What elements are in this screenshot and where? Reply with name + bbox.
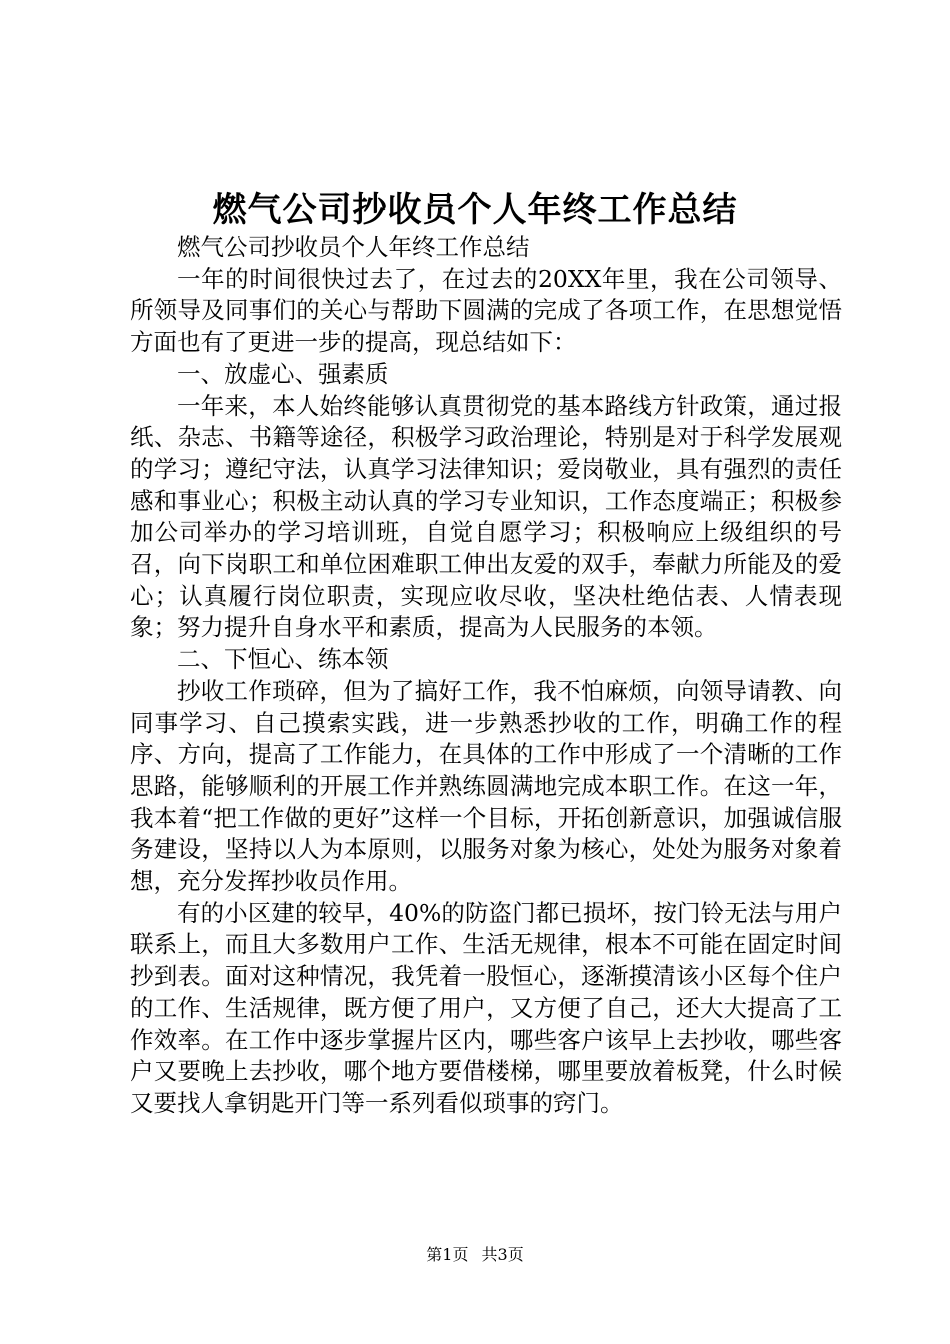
page-number: 第1页 — [426, 1245, 469, 1264]
document-title: 燃气公司抄收员个人年终工作总结 — [212, 190, 738, 230]
paragraph-subtitle: 燃气公司抄收员个人年终工作总结 — [177, 233, 530, 261]
section-heading-1: 一、放虚心、强素质 — [177, 359, 389, 388]
paragraph-section-1: 一年来，本人始终能够认真贯彻党的基本路线方针政策，通过报纸、杂志、书籍等途径，积极学习政治理论，特别是对于科学发展观的学习；遵纪守法，认真学习法律知识；爱岗敬业，具有强烈的责任感和事业心；积极主动认真的学习专业知识，工作态度端正；积极参加公司举办的学习培训班，自觉自愿学习；积极响应上级组织的号召，向下岗职工和单位困难职工伸出友爱的双手，奉献力所能及的爱心；认真履行岗位职责，实现应收尽收，坚决杜绝估表、人情表现象；努力提升自身水平和素质，提高为人民服务的本领。 — [130, 391, 842, 642]
document-body — [130, 232, 842, 1120]
section-heading-2: 二、下恒心、练本领 — [177, 645, 389, 674]
page-total: 共3页 — [481, 1245, 524, 1264]
page-footer — [0, 1244, 950, 1266]
paragraph-intro: 一年的时间很快过去了，在过去的20XX年里，我在公司领导、所领导及同事们的关心与帮助下圆满的完成了各项工作，在思想觉悟方面也有了更进一步的提高，现总结如下： — [130, 264, 842, 357]
paragraph-section-2-example: 有的小区建的较早，40%的防盗门都已损坏，按门铃无法与用户联系上，而且大多数用户工作、生活无规律，根本不可能在固定时间抄到表。面对这种情况，我凭着一股恒心，逐渐摸清该小区每个住户的工作、生活规律，既方便了用户，又方便了自己，还大大提高了工作效率。在工作中逐步掌握片区内，哪些客户该早上去抄收，哪些客户又要晚上去抄收，哪个地方要借楼梯，哪里要放着板凳，什么时候又要找人拿钥匙开门等一系列看似琐事的窍门。 — [130, 898, 842, 1117]
paragraph-section-2: 抄收工作琐碎，但为了搞好工作，我不怕麻烦，向领导请教、向同事学习、自己摸索实践，进一步熟悉抄收的工作，明确工作的程序、方向，提高了工作能力，在具体的工作中形成了一个清晰的工作思路，能够顺利的开展工作并熟练圆满地完成本职工作。在这一年，我本着“把工作做的更好”这样一个目标，开拓创新意识，加强诚信服务建设，坚持以人为本原则，以服务对象为核心，处处为服务对象着想，充分发挥抄收员作用。 — [130, 676, 842, 896]
